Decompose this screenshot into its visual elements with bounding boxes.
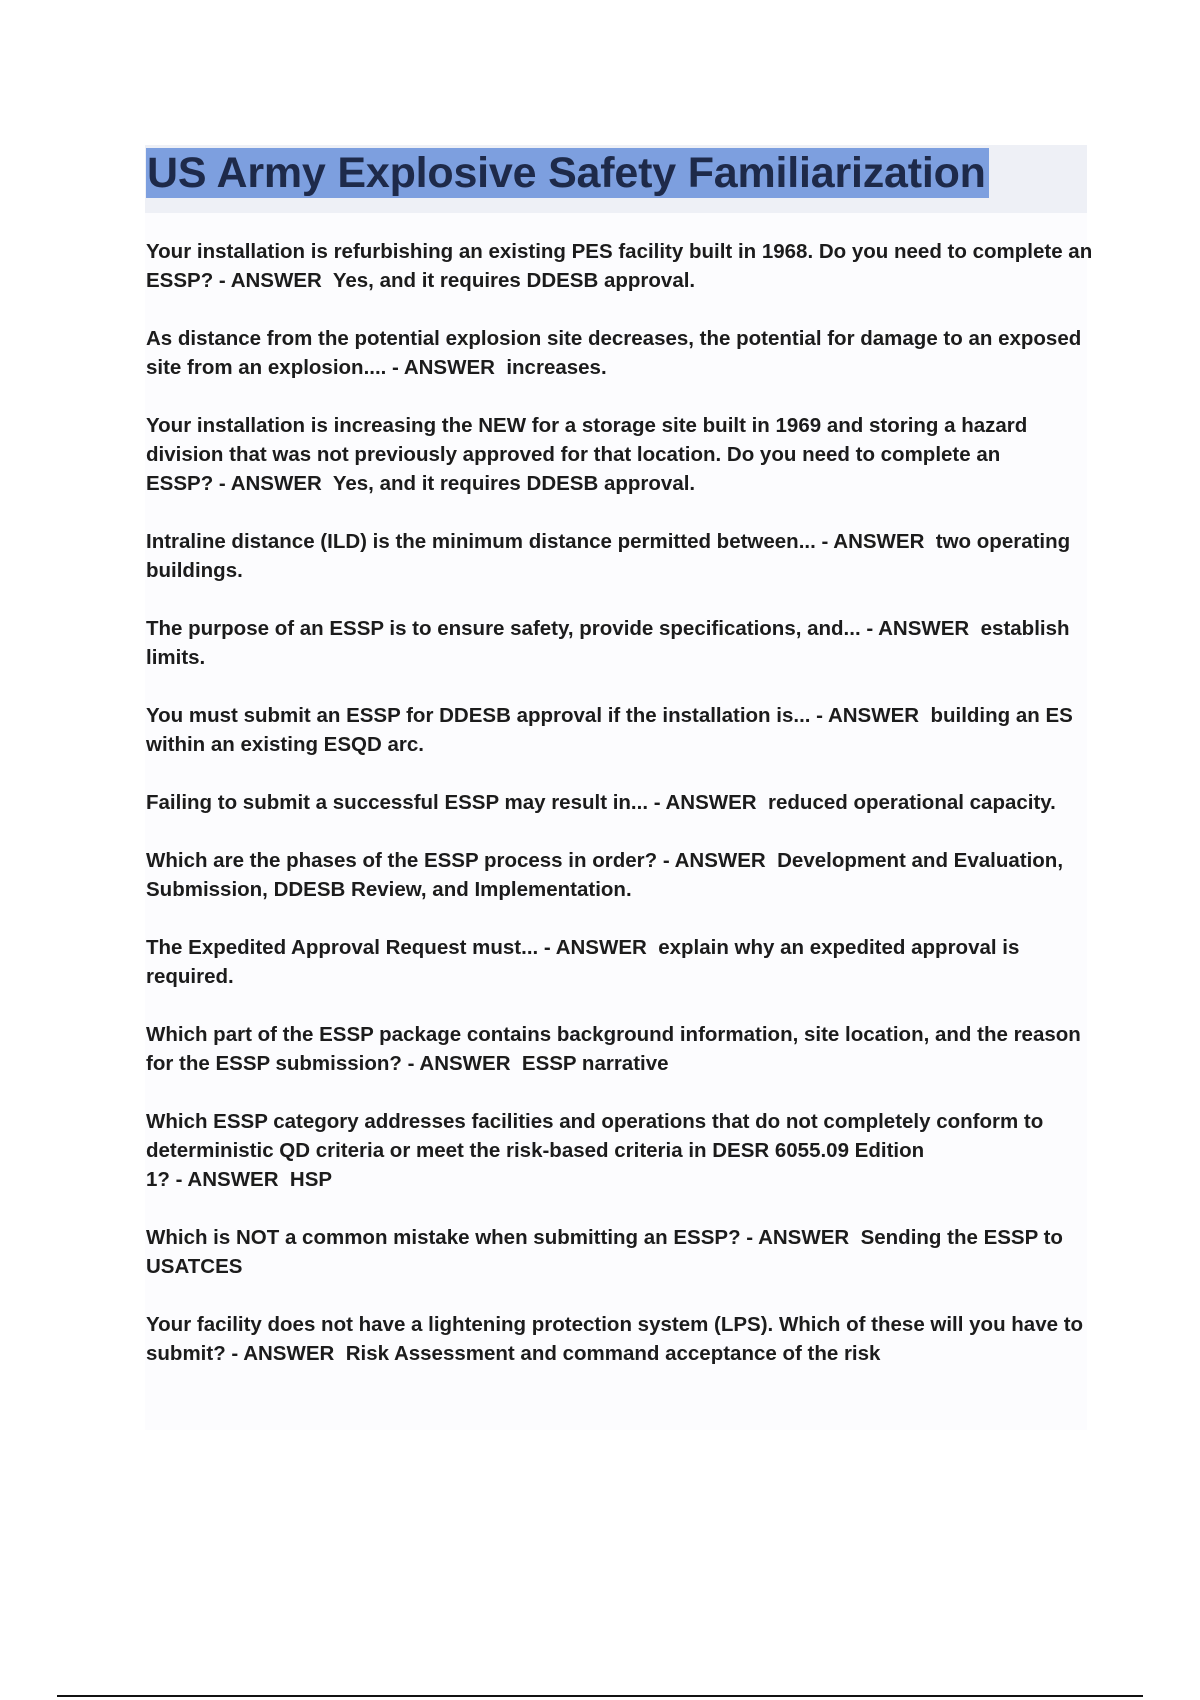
question-text: The purpose of an ESSP is to ensure safety, provide specifications, and... - <box>146 617 878 640</box>
answer-text: establish limits. <box>146 617 1070 669</box>
answer-text: Risk Assessment and command acceptance of the risk <box>345 1342 881 1365</box>
answer-label: ANSWER <box>827 704 920 727</box>
qa-item <box>146 1020 1096 1078</box>
qa-item <box>146 1107 1096 1194</box>
qa-item <box>146 527 1096 585</box>
answer-text: Sending the ESSP to USATCES <box>146 1226 1063 1278</box>
qa-item <box>146 1223 1096 1281</box>
question-text: Which ESSP category addresses facilities and operations that do not completely conform to deterministic QD criteria or meet the risk-based criteria in DESR 6055.09 Edition 1? - <box>146 1110 1043 1191</box>
answer-label: ANSWER <box>833 530 925 553</box>
answer-text: increases. <box>506 356 607 379</box>
question-text: Failing to submit a successful ESSP may result in... - <box>146 791 666 814</box>
page-title[interactable]: US Army Explosive Safety Familiarization <box>147 149 986 197</box>
question-text: Your facility does not have a lightening protection system (LPS). Which of these will you have to submit? - <box>146 1313 1083 1365</box>
answer-text: HSP <box>289 1168 333 1191</box>
answer-label: ANSWER <box>187 1168 279 1191</box>
qa-list <box>146 237 1096 1397</box>
qa-item <box>146 411 1096 498</box>
qa-item <box>146 237 1096 295</box>
question-text: Which part of the ESSP package contains background information, site location, and the reason for the ESSP submission? - <box>146 1023 1081 1075</box>
answer-label: ANSWER <box>403 356 495 379</box>
answer-text: Yes, and it requires DDESB approval. <box>332 269 696 292</box>
answer-label: ANSWER <box>230 472 322 495</box>
qa-item <box>146 701 1096 759</box>
answer-label: ANSWER <box>419 1052 511 1075</box>
answer-text: building an ES within an existing ESQD arc. <box>146 704 1073 756</box>
answer-text: explain why an expedited approval is required. <box>146 936 1020 988</box>
answer-text: Yes, and it requires DDESB approval. <box>332 472 696 495</box>
qa-item <box>146 788 1096 817</box>
qa-item <box>146 324 1096 382</box>
answer-label: ANSWER <box>758 1226 850 1249</box>
question-text: Which is NOT a common mistake when submitting an ESSP? - <box>146 1226 758 1249</box>
question-text: As distance from the potential explosion site decreases, the potential for damage to an exposed site from an explosion.... - <box>146 327 1081 379</box>
question-text: Your installation is increasing the NEW for a storage site built in 1969 and storing a hazard division that was not previously approved for that location. Do you need to complete an ESSP? - <box>146 414 1027 495</box>
qa-item <box>146 933 1096 991</box>
answer-label: ANSWER <box>674 849 766 872</box>
answer-text: two operating buildings. <box>146 530 1071 582</box>
answer-label: ANSWER <box>555 936 647 959</box>
question-text: Your installation is refurbishing an existing PES facility built in 1968. Do you need to complete an ESSP? - <box>146 240 1092 292</box>
answer-text: ESSP narrative <box>521 1052 669 1075</box>
question-text: Which are the phases of the ESSP process in order? - <box>146 849 675 872</box>
qa-item <box>146 614 1096 672</box>
answer-label: ANSWER <box>230 269 322 292</box>
answer-label: ANSWER <box>243 1342 335 1365</box>
question-text: You must submit an ESSP for DDESB approval if the installation is... - <box>146 704 828 727</box>
answer-label: ANSWER <box>665 791 757 814</box>
question-text: Intraline distance (ILD) is the minimum distance permitted between... - <box>146 530 833 553</box>
question-text: The Expedited Approval Request must... - <box>146 936 556 959</box>
answer-label: ANSWER <box>878 617 970 640</box>
answer-text: Development and Evaluation, Submission, DDESB Review, and Implementation. <box>146 849 1064 901</box>
title-selection-highlight[interactable] <box>146 148 989 198</box>
qa-item <box>146 1310 1096 1368</box>
answer-text: reduced operational capacity. <box>768 791 1056 814</box>
footer-divider <box>57 1695 1143 1697</box>
qa-item <box>146 846 1096 904</box>
